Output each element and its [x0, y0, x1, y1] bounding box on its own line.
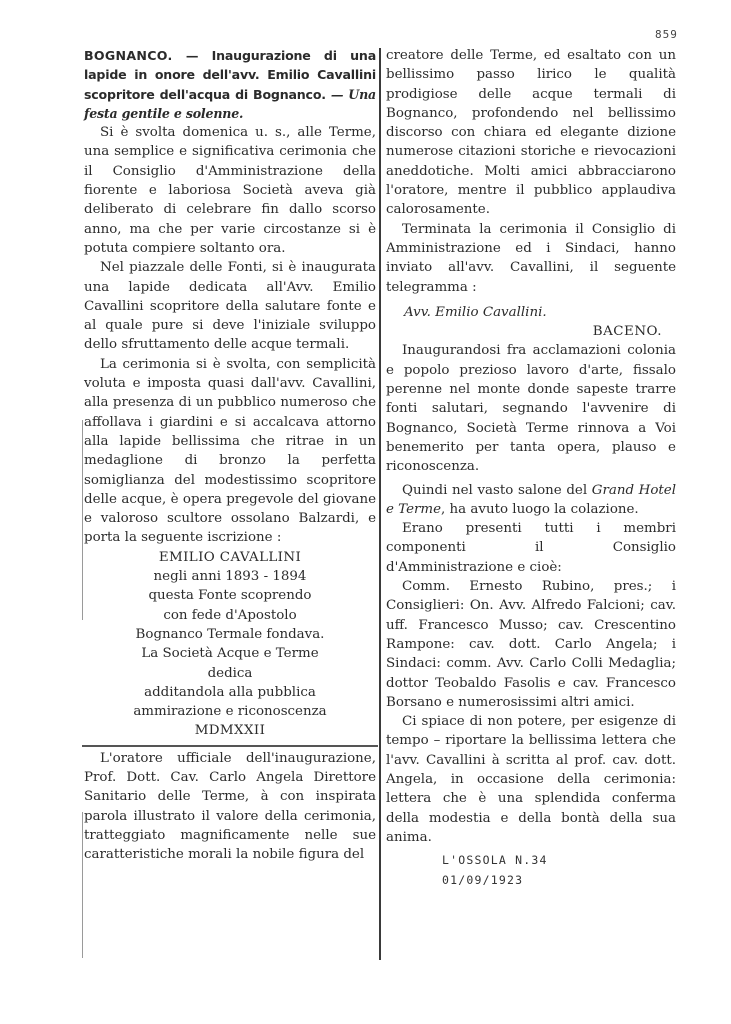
inscription-line: La Società Acque e Terme: [141, 646, 319, 662]
paragraph-luncheon: [386, 481, 676, 520]
inscription-line: additandola alla pubblica: [144, 684, 316, 700]
inscription-line: ammirazione e riconoscenza: [133, 704, 327, 720]
headline-subtitle: — Una festa gentile e solenne.: [84, 86, 377, 121]
telegram-addressee: Avv. Emilio Cavallini.: [404, 304, 547, 320]
headline-title: Inaugurazione di una lapide in onore dell'avv. Emilio Cavallini scopritore dell'acqua di Bognanco.: [84, 48, 376, 102]
paragraph-lapide: Nel piazzale delle Fonti, si è inaugurata una lapide dedicata all'Avv. Emilio Cavallini scopritore della salutare fonte e al quale pure si deve l'iniziale sviluppo dello sfruttamento delle acque termali.: [84, 260, 376, 353]
inscription-line: MDMXXII: [194, 723, 266, 739]
right-column: [386, 46, 676, 890]
paragraph-continuation: creatore delle Terme, ed esaltato con un bellissimo passo lirico le qualità prodigiose delle acque termali di Bognanco, profondendo nel bellissimo discorso con chiara ed elegante dizione numerose citazioni storiche e rievocazioni aneddotiche. Molti amici abbracciarono l'oratore, mentre il pubblico applaudiva calorosamente.: [386, 48, 676, 218]
left-column: [84, 46, 376, 864]
paragraph-intro: Si è svolta domenica u. s., alle Terme, una semplice e significativa cerimonia che il Consiglio d'Amministrazione della fiorente e laboriosa Società aveva già deliberato di celebrare fin dallo scorso anno, ma che per varie circostanze si è potuta compiere soltanto ora.: [84, 125, 376, 256]
left-margin-rule: [82, 420, 83, 620]
hotel-name: Grand Hotel e Terme: [386, 482, 676, 517]
inscription-line: Bognanco Termale fondava.: [135, 626, 325, 642]
inscription-line: questa Fonte scoprendo: [148, 588, 312, 604]
luncheon-pre: Quindi nel vasto salone del: [402, 482, 592, 498]
paragraph-present-list: Comm. Ernesto Rubino, pres.; i Consiglieri: On. Avv. Alfredo Falcioni; cav. uff. Francesco Musso; cav. Crescentino Rampone: cav. dott. Carlo Angela; i Sindaci: comm. Avv. Carlo Colli Medaglia; dottor Teobaldo Fasolis e cav. Francesco Borsano e numerosissimi altri amici.: [386, 579, 676, 710]
page-number: 859: [655, 28, 678, 41]
paragraph-ceremony: La cerimonia si è svolta, con semplicità voluta e imposta quasi dall'avv. Cavallini, alla presenza di un pubblico numeroso che affollava i giardini e si accalcava attorno alla lapide bellissima che ritrae in un medaglione di bronzo la perfetta somiglianza del modestissimo scopritore delle acque, è opera pregevole del giovane e valoroso scultore ossolano Balzardi, e porta la seguente iscrizione :: [84, 356, 376, 546]
source-date: 01/09/1923: [442, 873, 524, 888]
telegram-body: Inaugurandosi fra acclamazioni colonia e popolo prezioso lavoro d'arte, fissalo perenne nel monte donde sapeste trarre fonti salutari, segnando l'avvenire di Bognanco, Società Terme rinnova a Voi benemerito per tanta opera, plauso e riconoscenza.: [386, 343, 676, 475]
column-divider: [379, 48, 381, 960]
paragraph-orator: L'oratore ufficiale dell'inaugurazione, Prof. Dott. Cav. Carlo Angela Direttore Sanitario delle Terme, à con inspirata parola illustrato il valore della cerimonia, tratteggiato magnificamente nelle sue caratteristiche morali la nobile figura del: [84, 750, 376, 863]
luncheon-post: , ha avuto luogo la colazione.: [441, 501, 639, 517]
paragraph-telegram-intro: Terminata la cerimonia il Consiglio di Amministrazione ed i Sindaci, hanno inviato all'avv. Cavallini, il seguente telegramma :: [386, 221, 676, 295]
inscription-line: negli anni 1893 - 1894: [153, 569, 307, 585]
paragraph-closing: Ci spiace di non potere, per esigenze di tempo – riportare la bellissima lettera che l'avv. Cavallini à scritta al prof. cav. dott. Angela, in occasione della cerimonia: lettera che è una splendida conferma della modestia e della bontà della sua anima.: [386, 714, 676, 845]
headline-dash: —: [172, 48, 212, 63]
source-publication: L'OSSOLA N.34: [442, 853, 548, 868]
horizontal-rule: [82, 745, 378, 747]
inscription-line: dedica: [207, 665, 253, 681]
source-citation: [386, 850, 676, 890]
inscription-line: con fede d'Apostolo: [163, 607, 297, 623]
telegram-place: BACENO.: [592, 324, 662, 340]
article-headline: [84, 46, 376, 123]
headline-place: BOGNANCO.: [84, 48, 173, 63]
left-margin-rule-lower: [82, 812, 83, 958]
inscription-line: EMILIO CAVALLINI: [158, 549, 302, 565]
paragraph-present-intro: Erano presenti tutti i membri componenti il Consiglio d'Amministrazione e cioè:: [386, 521, 676, 575]
inscription-block: [84, 548, 376, 741]
